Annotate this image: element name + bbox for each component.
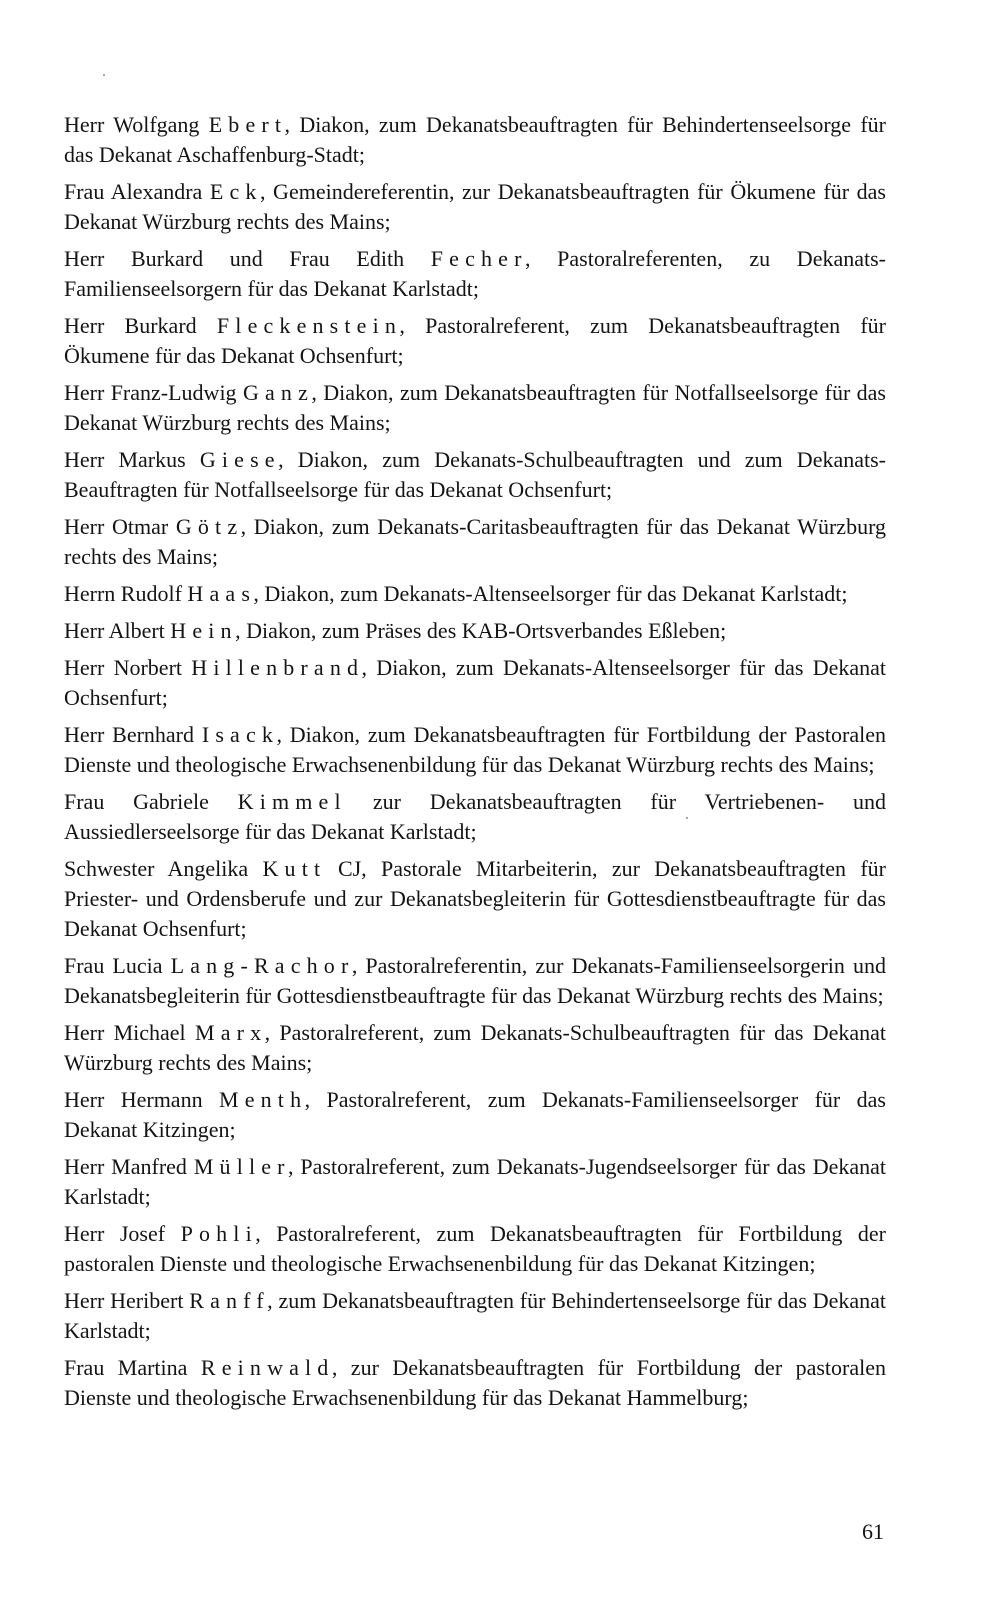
list-item [64, 1353, 886, 1413]
entry-text: , Pastoralreferent, zum Dekanatsbeauftragten für Fortbildung der pastoralen Dienste und theologische Erwachsenenbildung für das Dekanat Kitzingen; [64, 1221, 886, 1276]
entry-text: , Diakon, zum Dekanats-Caritasbeauftragten für das Dekanat Würzburg rechts des Mains; [64, 514, 887, 569]
entry-surname: Menth [219, 1087, 308, 1112]
entry-text: , Diakon, zum Dekanats-Schulbeauftragten und zum Dekanats-Beauftragten für Notfallseelsorge für das Dekanat Ochsenfurt; [64, 447, 886, 502]
entry-surname: Ganz [242, 380, 315, 405]
entry-surname: Lang-Rachor [170, 953, 355, 978]
entry-text: , Diakon, zum Dekanatsbeauftragten für Fortbildung der Pastoralen Dienste und theologische Erwachsenenbildung für das Dekanat Würzburg rechts des Mains; [64, 722, 886, 777]
entry-text: , Gemeindereferentin, zur Dekanatsbeauftragten für Ökumene für das Dekanat Würzburg rechts des Mains; [64, 179, 886, 234]
list-item [64, 787, 886, 847]
entry-surname: Hein [170, 618, 238, 643]
entry-surname: Kutt [262, 856, 327, 881]
entry-prefix: Frau Martina [64, 1355, 201, 1380]
entry-prefix: Frau Gabriele [64, 789, 238, 814]
entry-text: , zum Dekanatsbeauftragten für Behindertenseelsorge für das Dekanat Karlstadt; [64, 1288, 886, 1343]
entry-prefix: Herr Burkard [64, 313, 217, 338]
entry-surname: Haas [187, 581, 257, 606]
entry-text: , Diakon, zum Dekanats-Altenseelsorger für das Dekanat Ochsenfurt; [64, 655, 886, 710]
list-item [64, 1152, 886, 1212]
list-item [64, 951, 886, 1011]
entry-prefix: Herr Michael [64, 1020, 195, 1045]
entry-surname: Fleckenstein [216, 313, 403, 338]
entry-text: , Pastoralreferentin, zur Dekanats-Familienseelsorgerin und Dekanatsbegleiterin für Gottesdienstbeauftragte für das Dekanat Würzburg rechts des Mains; [64, 953, 887, 1008]
entry-surname: Isack [201, 722, 280, 747]
list-item [64, 445, 886, 505]
entry-surname: Hillenbrand [191, 655, 365, 680]
entry-surname: Müller [193, 1154, 291, 1179]
entry-text: , Diakon, zum Dekanats-Altenseelsorger für das Dekanat Karlstadt; [253, 581, 848, 606]
list-item [64, 177, 886, 237]
entry-prefix: Herr Wolfgang [64, 112, 209, 137]
entry-text: , Diakon, zum Dekanatsbeauftragten für Notfallseelsorge für das Dekanat Würzburg rechts des Mains; [64, 380, 886, 435]
entry-text: , Pastoralreferenten, zu Dekanats-Familienseelsorgern für das Dekanat Karlstadt; [64, 246, 886, 301]
entry-surname: Ebert [208, 112, 288, 137]
entry-text: , Diakon, zum Dekanatsbeauftragten für Behindertenseelsorge für das Dekanat Aschaffenburg-Stadt; [64, 112, 886, 167]
entry-text: , Pastoralreferent, zum Dekanatsbeauftragten für Ökumene für das Dekanat Ochsenfurt; [64, 313, 886, 368]
entry-surname: Giese [199, 447, 281, 472]
entry-text: , Pastoralreferent, zum Dekanats-Schulbeauftragten für das Dekanat Würzburg rechts des Mains; [64, 1020, 887, 1075]
entry-surname: Reinwald [200, 1355, 335, 1380]
scan-speck [103, 74, 105, 76]
list-item [64, 1286, 886, 1346]
list-item [64, 311, 886, 371]
list-item [64, 110, 886, 170]
list-item [64, 616, 886, 646]
list-item [64, 653, 886, 713]
entry-prefix: Herr Norbert [64, 655, 192, 680]
list-item [64, 1085, 886, 1145]
entry-prefix: Frau Alexandra [64, 179, 210, 204]
entry-prefix: Frau Lucia [64, 953, 171, 978]
entry-surname: Eck [209, 179, 263, 204]
entry-prefix: Herr Otmar [64, 514, 176, 539]
entry-surname: Pohli [180, 1221, 258, 1246]
entry-prefix: Herr Bernhard [64, 722, 202, 747]
entry-surname: Kimmel [237, 789, 347, 814]
entry-surname: Fecher [430, 246, 528, 271]
entry-text: CJ, Pastorale Mitarbeiterin, zur Dekanatsbeauftragten für Priester- und Ordensberufe und zur Dekanatsbegleiterin für Gottesdienstbeauftragte für das Dekanat Ochsenfurt; [64, 856, 886, 941]
entry-text: zur Dekanatsbeauftragten für Vertriebenen- und Aussiedlerseelsorge für das Dekanat Karlstadt; [64, 789, 886, 844]
list-item [64, 579, 886, 609]
list-item [64, 512, 886, 572]
entry-prefix: Herr Burkard und Frau Edith [64, 246, 431, 271]
appointment-list [64, 110, 886, 1420]
entry-prefix: Herr Franz-Ludwig [64, 380, 243, 405]
entry-text: , zur Dekanatsbeauftragten für Fortbildung der pastoralen Dienste und theologische Erwachsenenbildung für das Dekanat Hammelburg; [64, 1355, 886, 1410]
entry-prefix: Herr Hermann [64, 1087, 219, 1112]
entry-prefix: Schwester Angelika [64, 856, 263, 881]
list-item [64, 244, 886, 304]
entry-prefix: Herrn Rudolf [64, 581, 188, 606]
list-item [64, 1219, 886, 1279]
list-item [64, 1018, 886, 1078]
entry-surname: Ranff [189, 1288, 270, 1313]
entry-prefix: Herr Manfred [64, 1154, 194, 1179]
page-number: 61 [862, 1519, 884, 1544]
entry-prefix: Herr Markus [64, 447, 200, 472]
entry-surname: Götz [175, 514, 244, 539]
entry-surname: Marx [194, 1020, 268, 1045]
entry-prefix: Herr Albert [64, 618, 171, 643]
entry-prefix: Herr Josef [64, 1221, 181, 1246]
entry-text: , Diakon, zum Präses des KAB-Ortsverbandes Eßleben; [235, 618, 727, 643]
list-item [64, 378, 886, 438]
entry-text: , Pastoralreferent, zum Dekanats-Jugendseelsorger für das Dekanat Karlstadt; [64, 1154, 886, 1209]
entry-text: , Pastoralreferent, zum Dekanats-Familienseelsorger für das Dekanat Kitzingen; [64, 1087, 886, 1142]
list-item [64, 720, 886, 780]
entry-prefix: Herr Heribert [64, 1288, 190, 1313]
list-item [64, 854, 886, 944]
